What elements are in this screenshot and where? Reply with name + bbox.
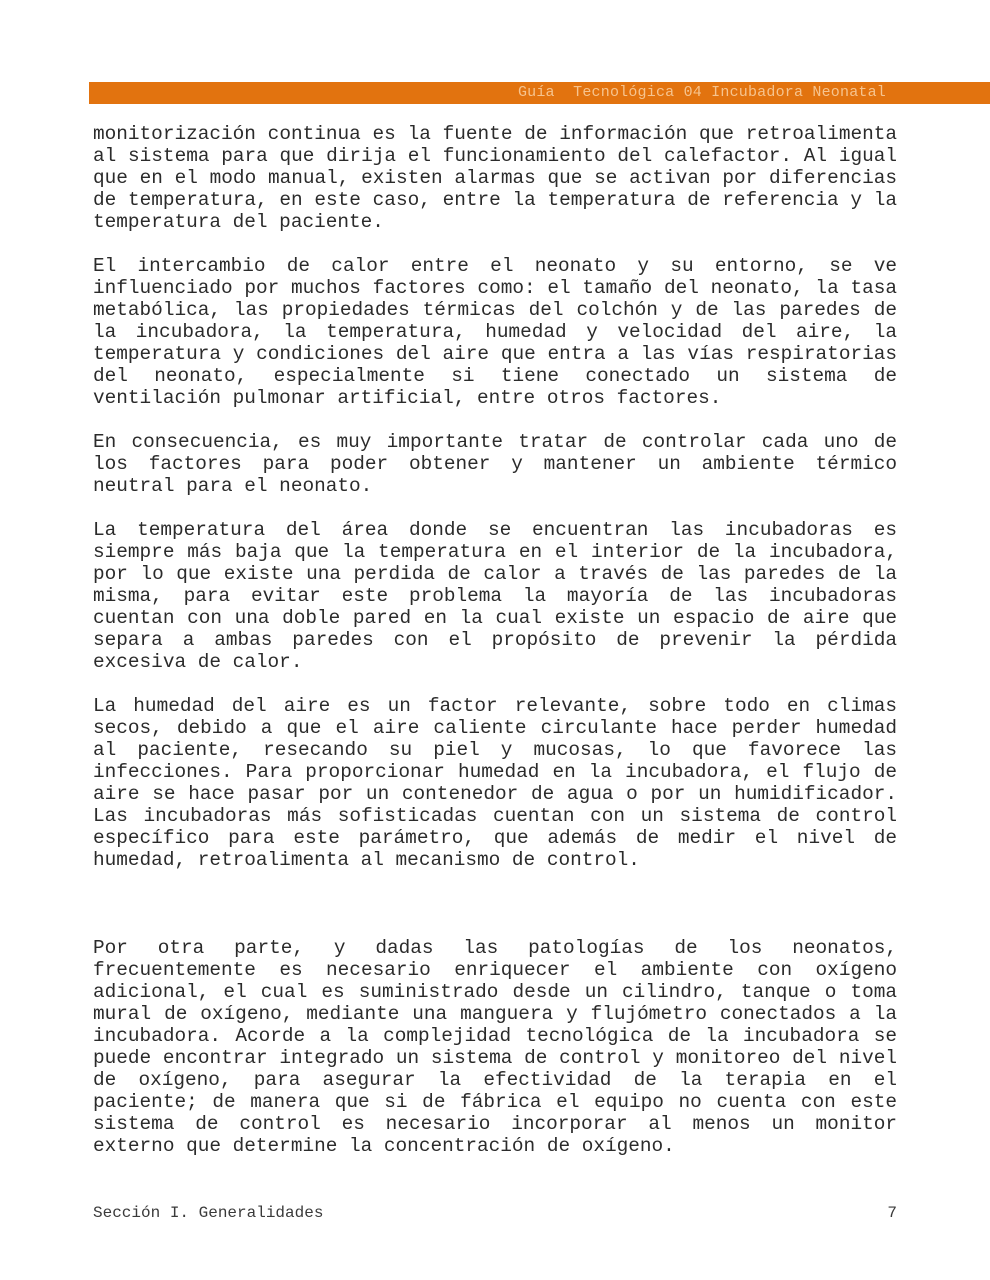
text-line: por lo que existe una perdida de calor a través de las paredes de la xyxy=(93,563,897,585)
blank-space xyxy=(93,893,897,937)
text-line: monitorización continua es la fuente de información que retroalimenta xyxy=(93,123,897,145)
text-line: paciente; de manera que si de fábrica el equipo no cuenta con este xyxy=(93,1091,897,1113)
paragraph-humidity xyxy=(93,695,897,871)
text-line: incubadora. Acorde a la complejidad tecnológica de la incubadora se xyxy=(93,1025,897,1047)
text-line: metabólica, las propiedades térmicas del colchón y de las paredes de xyxy=(93,299,897,321)
text-line: de oxígeno, para asegurar la efectividad de la terapia en el xyxy=(93,1069,897,1091)
text-line: específico para este parámetro, que además de medir el nivel de xyxy=(93,827,897,849)
text-line: la incubadora, la temperatura, humedad y velocidad del aire, la xyxy=(93,321,897,343)
text-line: humedad, retroalimenta al mecanismo de control. xyxy=(93,849,640,871)
text-line: de temperatura, en este caso, entre la temperatura de referencia y la xyxy=(93,189,897,211)
text-line: influenciado por muchos factores como: el tamaño del neonato, la tasa xyxy=(93,277,897,299)
page-footer xyxy=(93,1203,897,1223)
text-line: separa a ambas paredes con el propósito de prevenir la pérdida xyxy=(93,629,897,651)
text-line: los factores para poder obtener y mantener un ambiente térmico xyxy=(93,453,897,475)
text-line: excesiva de calor. xyxy=(93,651,303,673)
paragraph-heat-exchange xyxy=(93,255,897,409)
page-body xyxy=(93,123,897,1179)
text-line: En consecuencia, es muy importante tratar de controlar cada uno de xyxy=(93,431,897,453)
text-line: infecciones. Para proporcionar humedad en la incubadora, el flujo de xyxy=(93,761,897,783)
text-line: adicional, el cual es suministrado desde un cilindro, tanque o toma xyxy=(93,981,897,1003)
text-line: puede encontrar integrado un sistema de control y monitoreo del nivel xyxy=(93,1047,897,1069)
text-line: mural de oxígeno, mediante una manguera y flujómetro conectados a la xyxy=(93,1003,897,1025)
running-header-title: Guía Tecnológica 04 Incubadora Neonatal xyxy=(517,84,886,101)
running-header-bar xyxy=(89,82,990,104)
text-line: La temperatura del área donde se encuentran las incubadoras es xyxy=(93,519,897,541)
text-line: El intercambio de calor entre el neonato y su entorno, se ve xyxy=(93,255,897,277)
text-line: al paciente, resecando su piel y mucosas, lo que favorece las xyxy=(93,739,897,761)
text-line: que en el modo manual, existen alarmas que se activan por diferencias xyxy=(93,167,897,189)
paragraph-temperature-monitoring xyxy=(93,123,897,233)
text-line: Las incubadoras más sofisticadas cuentan con un sistema de control xyxy=(93,805,897,827)
text-line: neutral para el neonato. xyxy=(93,475,373,497)
text-line: temperatura y condiciones del aire que entra a las vías respiratorias xyxy=(93,343,897,365)
text-line: misma, para evitar este problema la mayoría de las incubadoras xyxy=(93,585,897,607)
text-line: del neonato, especialmente si tiene conectado un sistema de xyxy=(93,365,897,387)
text-line: ventilación pulmonar artificial, entre otros factores. xyxy=(93,387,722,409)
page-number: 7 xyxy=(887,1204,897,1222)
text-line: La humedad del aire es un factor relevante, sobre todo en climas xyxy=(93,695,897,717)
text-line: temperatura del paciente. xyxy=(93,211,384,233)
paragraph-double-wall xyxy=(93,519,897,673)
paragraph-oxygen xyxy=(93,937,897,1157)
footer-section-title: Sección I. Generalidades xyxy=(93,1204,324,1222)
text-line: aire se hace pasar por un contenedor de agua o por un humidificador. xyxy=(93,783,897,805)
text-line: frecuentemente es necesario enriquecer el ambiente con oxígeno xyxy=(93,959,897,981)
text-line: sistema de control es necesario incorporar al menos un monitor xyxy=(93,1113,897,1135)
text-line: secos, debido a que el aire caliente circulante hace perder humedad xyxy=(93,717,897,739)
text-line: cuentan con una doble pared en la cual existe un espacio de aire que xyxy=(93,607,897,629)
text-line: Por otra parte, y dadas las patologías de los neonatos, xyxy=(93,937,897,959)
paragraph-consequence xyxy=(93,431,897,497)
text-line: al sistema para que dirija el funcionamiento del calefactor. Al igual xyxy=(93,145,897,167)
text-line: externo que determine la concentración de oxígeno. xyxy=(93,1135,675,1157)
text-line: siempre más baja que la temperatura en el interior de la incubadora, xyxy=(93,541,897,563)
